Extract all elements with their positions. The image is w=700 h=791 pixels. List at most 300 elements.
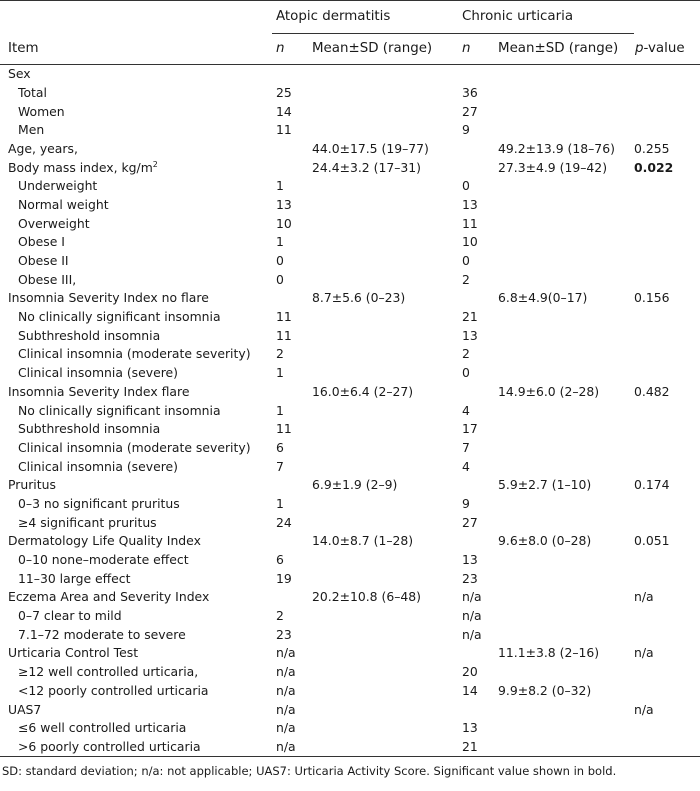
table-row xyxy=(0,738,700,757)
cu-mean-cell xyxy=(494,719,634,738)
p-value-cell xyxy=(634,476,700,495)
ad-mean-cell xyxy=(308,289,458,308)
cu-mean-cell xyxy=(494,196,634,215)
row-label xyxy=(0,570,272,589)
row-label xyxy=(0,252,272,271)
ad-n-cell-text: n/a xyxy=(276,720,296,736)
p-value-cell-text: n/a xyxy=(634,589,654,605)
cu-n-cell xyxy=(458,289,494,308)
row-label-text: Overweight xyxy=(18,215,90,231)
ad-n-cell xyxy=(272,271,308,290)
ad-n-cell-text: 1 xyxy=(276,234,284,250)
p-value-cell-text: 0.482 xyxy=(634,383,670,399)
row-label-text: Urticaria Control Test xyxy=(8,645,139,661)
cu-mean-cell-text: 6.8±4.9(0–17) xyxy=(498,290,588,306)
ad-n-cell-text: 19 xyxy=(276,570,292,586)
cu-mean-cell-text: 11.1±3.8 (2–16) xyxy=(498,645,600,661)
cu-n-cell-text: 0 xyxy=(462,178,470,194)
row-label xyxy=(0,644,272,663)
row-label xyxy=(0,588,272,607)
p-value-cell-text: 0.156 xyxy=(634,290,670,306)
ad-n-cell-text: 6 xyxy=(276,439,284,455)
table-row xyxy=(0,588,700,607)
row-label xyxy=(0,345,272,364)
p-value-cell xyxy=(634,682,700,701)
ad-n-cell-text: 13 xyxy=(276,196,292,212)
p-value-cell xyxy=(634,158,700,177)
ad-n-cell xyxy=(272,84,308,103)
cu-n-cell-text: 0 xyxy=(462,365,470,381)
ad-n-cell-text: 0 xyxy=(276,253,284,269)
cu-n-cell-text: 21 xyxy=(462,309,478,325)
row-label-text: Subthreshold insomnia xyxy=(18,421,161,437)
ad-n-cell xyxy=(272,532,308,551)
cu-mean-cell-text: 14.9±6.0 (2–28) xyxy=(498,383,600,399)
cu-n-cell xyxy=(458,551,494,570)
p-value-cell xyxy=(634,588,700,607)
table-row xyxy=(0,140,700,159)
row-label xyxy=(0,233,272,252)
cu-n-cell xyxy=(458,140,494,159)
row-label-text: Women xyxy=(18,103,65,119)
ad-mean-cell xyxy=(308,401,458,420)
cu-n-cell-text: 13 xyxy=(462,552,478,568)
cu-n-cell xyxy=(458,570,494,589)
row-label-text: Pruritus xyxy=(8,477,56,493)
ad-n-cell-text: 7 xyxy=(276,458,284,474)
table-row xyxy=(0,514,700,533)
row-label xyxy=(0,215,272,234)
row-label-text: Obese II xyxy=(18,253,69,269)
cu-mean-cell xyxy=(494,476,634,495)
cu-n-cell xyxy=(458,439,494,458)
cu-mean-cell xyxy=(494,140,634,159)
p-value-cell xyxy=(634,457,700,476)
ad-mean-cell xyxy=(308,364,458,383)
cu-n-cell xyxy=(458,383,494,402)
cu-mean-cell xyxy=(494,607,634,626)
ad-n-cell-text: 2 xyxy=(276,608,284,624)
cu-n-cell xyxy=(458,738,494,757)
p-value-cell xyxy=(634,570,700,589)
row-label xyxy=(0,457,272,476)
ad-n-cell-text: 24 xyxy=(276,514,292,530)
row-label xyxy=(0,495,272,514)
ad-mean-cell xyxy=(308,158,458,177)
cu-mean-cell xyxy=(494,682,634,701)
table-body xyxy=(0,65,700,757)
cu-mean-cell xyxy=(494,663,634,682)
ad-mean-cell xyxy=(308,682,458,701)
ad-n-cell-text: n/a xyxy=(276,645,296,661)
row-label xyxy=(0,626,272,645)
cu-n-cell-text: n/a xyxy=(462,626,482,642)
ad-n-cell xyxy=(272,383,308,402)
cu-mean-cell xyxy=(494,289,634,308)
cu-n-cell-text: 4 xyxy=(462,402,470,418)
ad-mean-cell xyxy=(308,121,458,140)
p-value-cell xyxy=(634,532,700,551)
ad-n-cell-text: 11 xyxy=(276,421,292,437)
row-label-text: Obese III, xyxy=(18,271,77,287)
ad-n-cell xyxy=(272,439,308,458)
table-row xyxy=(0,551,700,570)
row-label-text: ≥4 significant pruritus xyxy=(18,514,157,530)
cu-mean-cell xyxy=(494,420,634,439)
row-label-text: Obese I xyxy=(18,234,65,250)
column-header-cu-mean: Mean±SD (range) xyxy=(494,34,634,65)
cu-mean-cell xyxy=(494,532,634,551)
ad-mean-cell xyxy=(308,196,458,215)
row-label-text: Normal weight xyxy=(18,196,109,212)
ad-mean-cell xyxy=(308,644,458,663)
cu-mean-cell-text: 49.2±13.9 (18–76) xyxy=(498,140,615,156)
cu-n-cell xyxy=(458,514,494,533)
cu-n-cell-text: 4 xyxy=(462,458,470,474)
cu-n-cell xyxy=(458,644,494,663)
row-label-text: ≥12 well controlled urticaria, xyxy=(18,664,199,680)
p-suffix: -value xyxy=(643,41,685,57)
cu-mean-cell xyxy=(494,271,634,290)
ad-n-cell-text: 1 xyxy=(276,365,284,381)
row-label xyxy=(0,682,272,701)
cu-n-cell-text: 20 xyxy=(462,664,478,680)
ad-mean-cell xyxy=(308,252,458,271)
ad-n-cell xyxy=(272,65,308,84)
cu-mean-cell xyxy=(494,177,634,196)
cu-n-cell xyxy=(458,121,494,140)
ad-mean-cell xyxy=(308,233,458,252)
ad-n-cell xyxy=(272,327,308,346)
table-row xyxy=(0,271,700,290)
cu-n-cell xyxy=(458,345,494,364)
cu-n-cell-text: 27 xyxy=(462,103,478,119)
cu-mean-cell xyxy=(494,644,634,663)
row-label xyxy=(0,140,272,159)
row-label-text: >6 poorly controlled urticaria xyxy=(18,738,201,754)
cu-mean-cell xyxy=(494,439,634,458)
cu-n-cell-text: 13 xyxy=(462,720,478,736)
p-value-cell xyxy=(634,215,700,234)
cu-n-cell xyxy=(458,532,494,551)
cu-n-cell-text: 2 xyxy=(462,271,470,287)
cu-n-cell-text: 0 xyxy=(462,253,470,269)
cu-n-cell-text: 11 xyxy=(462,215,478,231)
ad-n-cell xyxy=(272,308,308,327)
p-value-cell xyxy=(634,233,700,252)
ad-n-cell xyxy=(272,607,308,626)
ad-mean-cell-text: 24.4±3.2 (17–31) xyxy=(312,159,422,175)
ad-n-cell xyxy=(272,588,308,607)
ad-mean-cell-text: 14.0±8.7 (1–28) xyxy=(312,533,414,549)
group-header-atopic-dermatitis: Atopic dermatitis xyxy=(272,1,458,34)
ad-n-cell xyxy=(272,252,308,271)
row-label xyxy=(0,514,272,533)
p-value-cell xyxy=(634,345,700,364)
cu-n-cell-text: 7 xyxy=(462,439,470,455)
cu-n-cell-text: 13 xyxy=(462,196,478,212)
cu-mean-cell xyxy=(494,700,634,719)
cu-mean-cell xyxy=(494,457,634,476)
ad-n-cell xyxy=(272,121,308,140)
ad-n-cell-text: 10 xyxy=(276,215,292,231)
ad-n-cell xyxy=(272,289,308,308)
p-value-cell-text: n/a xyxy=(634,701,654,717)
table-row xyxy=(0,457,700,476)
ad-mean-cell-text: 8.7±5.6 (0–23) xyxy=(312,290,406,306)
ad-n-cell xyxy=(272,196,308,215)
cu-mean-cell-text: 9.9±8.2 (0–32) xyxy=(498,682,592,698)
row-label xyxy=(0,308,272,327)
ad-n-cell-text: 11 xyxy=(276,327,292,343)
ad-n-cell xyxy=(272,626,308,645)
row-label-text: Clinical insomnia (severe) xyxy=(18,365,178,381)
row-label-text: UAS7 xyxy=(8,701,42,717)
ad-n-cell-text: 1 xyxy=(276,495,284,511)
footnote-row xyxy=(0,757,700,786)
ad-n-cell-text: 6 xyxy=(276,552,284,568)
row-label xyxy=(0,327,272,346)
ad-n-cell-text: n/a xyxy=(276,738,296,754)
p-value-cell xyxy=(634,102,700,121)
table-row xyxy=(0,644,700,663)
row-label-text: Insomnia Severity Index flare xyxy=(8,383,190,399)
ad-n-cell-text: 11 xyxy=(276,309,292,325)
ad-mean-cell xyxy=(308,140,458,159)
ad-mean-cell xyxy=(308,308,458,327)
cu-n-cell-text: 36 xyxy=(462,84,478,100)
p-value-cell-text: 0.255 xyxy=(634,140,670,156)
ad-n-cell xyxy=(272,177,308,196)
cu-n-cell-text: 2 xyxy=(462,346,470,362)
cu-n-cell-text: 10 xyxy=(462,234,478,250)
table-row xyxy=(0,233,700,252)
table-row xyxy=(0,289,700,308)
p-value-cell xyxy=(634,84,700,103)
row-label xyxy=(0,102,272,121)
row-label xyxy=(0,271,272,290)
cu-n-cell xyxy=(458,215,494,234)
ad-mean-cell xyxy=(308,551,458,570)
p-value-cell xyxy=(634,495,700,514)
cu-mean-cell xyxy=(494,327,634,346)
cu-n-cell-text: n/a xyxy=(462,589,482,605)
ad-mean-cell-text: 6.9±1.9 (2–9) xyxy=(312,477,398,493)
row-label xyxy=(0,607,272,626)
table-row xyxy=(0,682,700,701)
cu-n-cell-text: n/a xyxy=(462,608,482,624)
p-value-cell xyxy=(634,663,700,682)
ad-mean-cell xyxy=(308,102,458,121)
p-value-cell xyxy=(634,551,700,570)
p-letter: p xyxy=(635,41,644,57)
ad-n-cell-text: 11 xyxy=(276,122,292,138)
table-row xyxy=(0,495,700,514)
column-header-cu-n: n xyxy=(458,34,494,65)
ad-n-cell xyxy=(272,738,308,757)
ad-mean-cell xyxy=(308,663,458,682)
ad-n-cell xyxy=(272,158,308,177)
ad-n-cell xyxy=(272,514,308,533)
cu-n-cell xyxy=(458,158,494,177)
cu-n-cell-text: 21 xyxy=(462,738,478,754)
cu-n-cell xyxy=(458,65,494,84)
table-row xyxy=(0,215,700,234)
ad-mean-cell xyxy=(308,439,458,458)
cu-mean-cell xyxy=(494,65,634,84)
cu-mean-cell xyxy=(494,215,634,234)
row-label-text: Eczema Area and Severity Index xyxy=(8,589,210,605)
table-row xyxy=(0,345,700,364)
cu-n-cell xyxy=(458,495,494,514)
column-header-ad-n: n xyxy=(272,34,308,65)
row-label-text: Sex xyxy=(8,66,31,82)
ad-mean-cell xyxy=(308,383,458,402)
row-label-text: Age, years, xyxy=(8,140,78,156)
row-label xyxy=(0,476,272,495)
row-label-text: Clinical insomnia (moderate severity) xyxy=(18,346,251,362)
cu-n-cell xyxy=(458,233,494,252)
ad-n-cell xyxy=(272,140,308,159)
cu-mean-cell xyxy=(494,102,634,121)
row-label-text: No clinically significant insomnia xyxy=(18,402,221,418)
p-value-cell xyxy=(634,738,700,757)
p-value-cell xyxy=(634,121,700,140)
table-row xyxy=(0,570,700,589)
table-row xyxy=(0,719,700,738)
cu-n-cell xyxy=(458,588,494,607)
row-label xyxy=(0,738,272,757)
row-label xyxy=(0,719,272,738)
cu-mean-cell xyxy=(494,383,634,402)
table-row xyxy=(0,65,700,84)
cu-mean-cell xyxy=(494,738,634,757)
cu-mean-cell xyxy=(494,401,634,420)
p-value-cell xyxy=(634,252,700,271)
ad-mean-cell xyxy=(308,476,458,495)
p-value-cell-text: n/a xyxy=(634,645,654,661)
cu-mean-cell xyxy=(494,158,634,177)
row-label-text: 0–10 none–moderate effect xyxy=(18,552,189,568)
cu-n-cell xyxy=(458,364,494,383)
row-label-text: <12 poorly controlled urticaria xyxy=(18,682,209,698)
p-value-cell xyxy=(634,196,700,215)
table-row xyxy=(0,383,700,402)
p-value-cell xyxy=(634,439,700,458)
ad-n-cell-text: 14 xyxy=(276,103,292,119)
ad-n-cell-text: 1 xyxy=(276,402,284,418)
p-value-cell xyxy=(634,420,700,439)
p-value-cell xyxy=(634,140,700,159)
cu-mean-cell xyxy=(494,551,634,570)
p-value-cell xyxy=(634,644,700,663)
table-row xyxy=(0,700,700,719)
row-label-text: Insomnia Severity Index no flare xyxy=(8,290,209,306)
ad-mean-cell xyxy=(308,570,458,589)
p-value-cell xyxy=(634,364,700,383)
cu-n-cell xyxy=(458,626,494,645)
cu-n-cell xyxy=(458,102,494,121)
row-label-text: 7.1–72 moderate to severe xyxy=(18,626,186,642)
row-label-text: 11–30 large effect xyxy=(18,570,131,586)
cu-mean-cell-text: 27.3±4.9 (19–42) xyxy=(498,159,608,175)
ad-n-cell xyxy=(272,570,308,589)
ad-mean-cell xyxy=(308,607,458,626)
ad-mean-cell xyxy=(308,700,458,719)
cu-n-cell xyxy=(458,420,494,439)
cu-n-cell xyxy=(458,84,494,103)
footnote: SD: standard deviation; n/a: not applicable; UAS7: Urticaria Activity Score. Significant value shown in bold. xyxy=(0,757,700,786)
cu-n-cell xyxy=(458,271,494,290)
ad-mean-cell-text: 16.0±6.4 (2–27) xyxy=(312,383,414,399)
row-label-text: Total xyxy=(18,84,47,100)
p-value-cell xyxy=(634,700,700,719)
ad-mean-cell xyxy=(308,495,458,514)
p-value-cell-text: 0.174 xyxy=(634,477,670,493)
ad-n-cell-text: 2 xyxy=(276,346,284,362)
row-label xyxy=(0,700,272,719)
row-label xyxy=(0,663,272,682)
cu-n-cell-text: 27 xyxy=(462,514,478,530)
row-label xyxy=(0,196,272,215)
table-row xyxy=(0,364,700,383)
p-value-cell-text: 0.022 xyxy=(634,159,674,175)
row-label-text: Body mass index, kg/m xyxy=(8,160,153,176)
cu-n-cell xyxy=(458,308,494,327)
cu-n-cell xyxy=(458,476,494,495)
ad-mean-cell xyxy=(308,626,458,645)
cu-mean-cell xyxy=(494,364,634,383)
cu-mean-cell-text: 9.6±8.0 (0–28) xyxy=(498,533,592,549)
row-label-text: No clinically significant insomnia xyxy=(18,309,221,325)
header-empty-cell xyxy=(0,1,272,34)
cu-mean-cell-text: 5.9±2.7 (1–10) xyxy=(498,477,592,493)
table-row xyxy=(0,476,700,495)
ad-n-cell-text: 25 xyxy=(276,84,292,100)
cu-mean-cell xyxy=(494,495,634,514)
table-row xyxy=(0,196,700,215)
p-value-cell xyxy=(634,383,700,402)
ad-mean-cell xyxy=(308,457,458,476)
ad-n-cell xyxy=(272,495,308,514)
cu-n-cell xyxy=(458,700,494,719)
cu-mean-cell xyxy=(494,121,634,140)
row-label xyxy=(0,532,272,551)
table-row xyxy=(0,158,700,177)
row-label-text: Clinical insomnia (severe) xyxy=(18,458,178,474)
column-header-ad-mean: Mean±SD (range) xyxy=(308,34,458,65)
cu-mean-cell xyxy=(494,570,634,589)
p-value-cell xyxy=(634,514,700,533)
ad-mean-cell xyxy=(308,738,458,757)
cu-n-cell xyxy=(458,252,494,271)
table-row xyxy=(0,626,700,645)
cu-n-cell-text: 17 xyxy=(462,421,478,437)
row-label-text: ≤6 well controlled urticaria xyxy=(18,720,187,736)
superscript: 2 xyxy=(152,160,158,170)
cu-mean-cell xyxy=(494,84,634,103)
ad-n-cell-text: 1 xyxy=(276,178,284,194)
p-value-cell xyxy=(634,607,700,626)
header-group-row xyxy=(0,1,700,34)
row-label-text: Dermatology Life Quality Index xyxy=(8,533,201,549)
ad-mean-cell xyxy=(308,420,458,439)
cu-n-cell xyxy=(458,401,494,420)
ad-n-cell xyxy=(272,215,308,234)
table-row xyxy=(0,252,700,271)
p-value-cell-text: 0.051 xyxy=(634,533,670,549)
row-label-text: Men xyxy=(18,122,45,138)
